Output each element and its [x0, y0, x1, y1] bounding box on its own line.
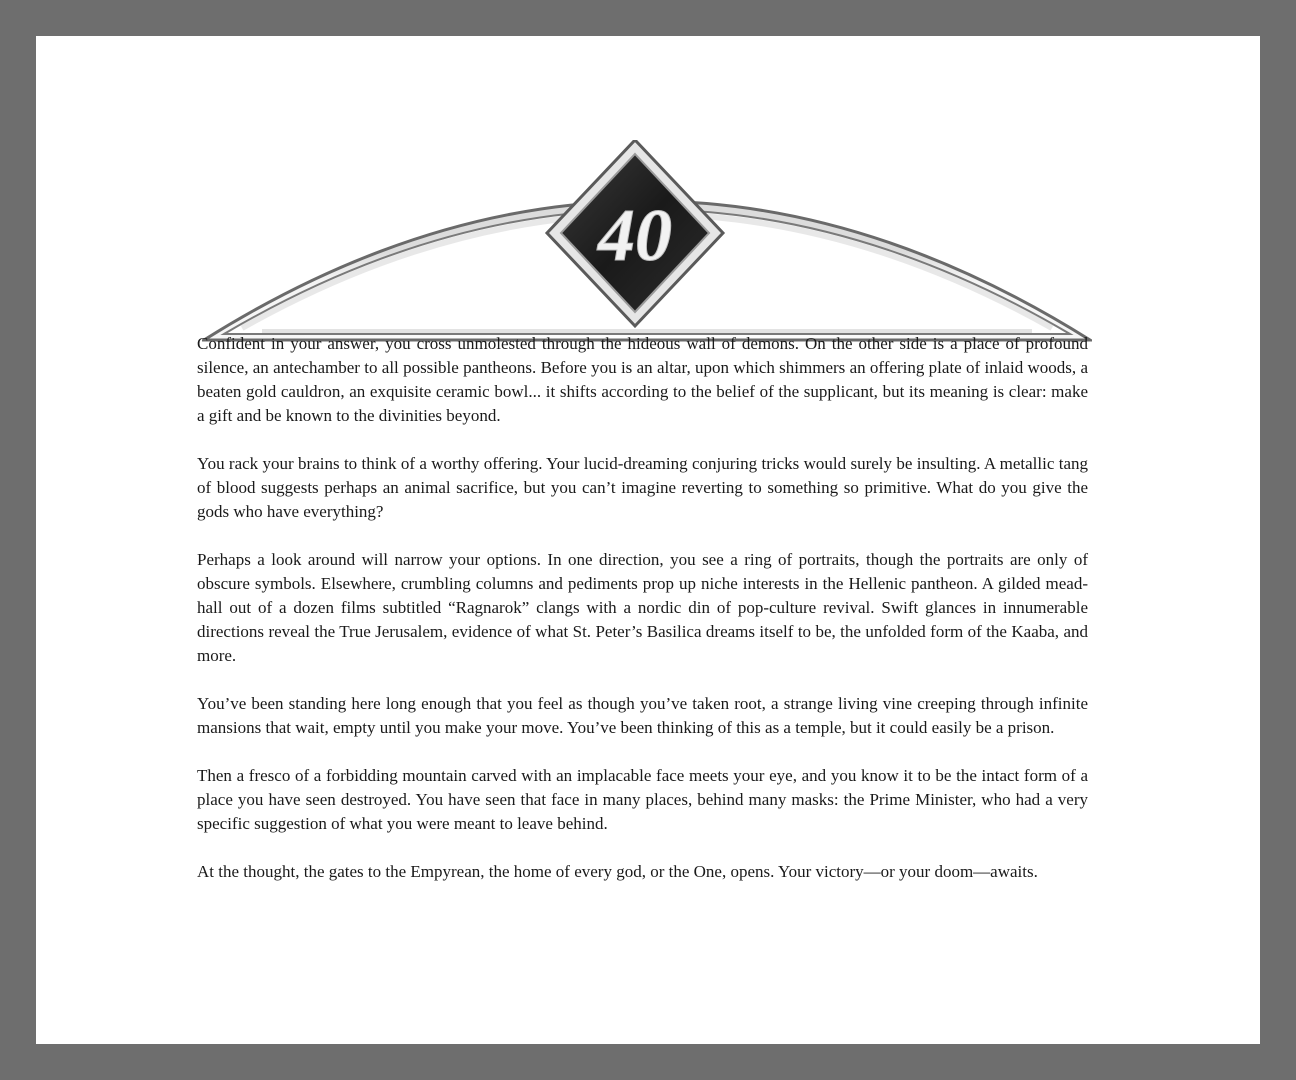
- paragraph: Perhaps a look around will narrow your options. In one direction, you see a ring of portraits, though the portraits are only of obscure symbols. Elsewhere, crumbling columns and pediments prop up niche interests in the Hellenic pantheon. A gilded mead-hall out of a dozen films subtitled “Ragnarok” clangs with a nordic din of pop-culture revival. Swift glances in innumerable directions reveal the True Jerusalem, evidence of what St. Peter’s Basilica dreams itself to be, the unfolded form of the Kaaba, and more.: [197, 550, 1088, 665]
- paragraph: At the thought, the gates to the Empyrean, the home of every god, or the One, opens. Your victory—or your doom—awaits.: [197, 862, 1038, 881]
- paragraph: You rack your brains to think of a worthy offering. Your lucid-dreaming conjuring tricks would surely be insulting. A metallic tang of blood suggests perhaps an animal sacrifice, but you can’t imagine reverting to something so primitive. What do you give the gods who have everything?: [197, 454, 1088, 521]
- paragraph: Confident in your answer, you cross unmolested through the hideous wall of demons. On the other side is a place of profound silence, an antechamber to all possible pantheons. Before you is an altar, upon which shimmers an offering plate of inlaid woods, a beaten gold cauldron, an exquisite ceramic bowl... it shifts according to the belief of the supplicant, but its meaning is clear: make a gift and be known to the divinities beyond.: [197, 334, 1088, 425]
- arched-banner-diamond-icon: [202, 140, 1092, 346]
- page: [36, 36, 1260, 1044]
- paragraph: Then a fresco of a forbidding mountain carved with an implacable face meets your eye, and you know it to be the intact form of a place you have seen destroyed. You have seen that face in many places, behind many masks: the Prime Minister, who had a very specific suggestion of what you were meant to leave behind.: [197, 766, 1088, 833]
- chapter-header: [202, 140, 1092, 346]
- story-text: [197, 332, 1088, 908]
- chapter-number: 40: [598, 195, 672, 277]
- paragraph: You’ve been standing here long enough that you feel as though you’ve taken root, a strange living vine creeping through infinite mansions that wait, empty until you make your move. You’ve been thinking of this as a temple, but it could easily be a prison.: [197, 694, 1088, 737]
